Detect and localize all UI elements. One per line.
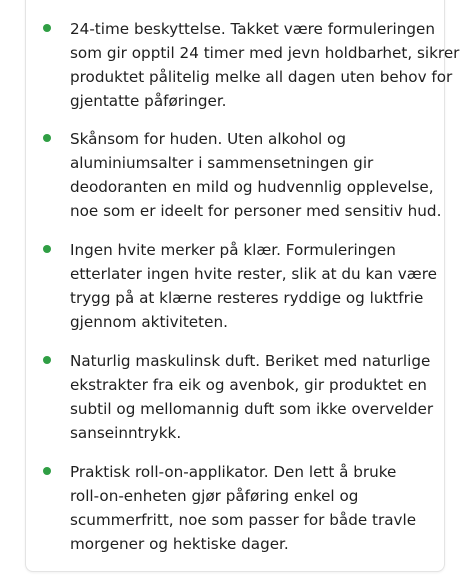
feature-line: deodoranten en mild og hudvennlig opplevelse, bbox=[70, 178, 434, 196]
feature-line: trygg på at klærne resteres ryddige og luktfrie bbox=[70, 289, 424, 307]
feature-line: morgener og hektiske dager. bbox=[70, 535, 289, 553]
feature-line: roll-on-enheten gjør påføring enkel og bbox=[70, 487, 359, 505]
feature-text bbox=[70, 460, 440, 556]
bullet-dot-icon bbox=[43, 245, 51, 253]
feature-text bbox=[70, 238, 440, 334]
feature-line: Naturlig maskulinsk duft. Beriket med naturlige bbox=[70, 352, 431, 370]
feature-text bbox=[70, 127, 440, 223]
feature-line: etterlater ingen hvite rester, slik at du kan være bbox=[70, 265, 437, 283]
feature-line: 24-time beskyttelse. Takket være formuleringen bbox=[70, 20, 435, 38]
bullet-dot-icon bbox=[43, 467, 51, 475]
feature-text bbox=[70, 17, 460, 113]
feature-line: som gir opptil 24 timer med jevn holdbarhet, sikrer bbox=[70, 44, 460, 62]
feature-line: aluminiumsalter i sammensetningen gir bbox=[70, 154, 374, 172]
feature-line: produktet pålitelig melke all dagen uten behov for bbox=[70, 68, 453, 86]
feature-line: Ingen hvite merker på klær. Formuleringen bbox=[70, 241, 396, 259]
feature-line: Skånsom for huden. Uten alkohol og bbox=[70, 130, 346, 148]
feature-line: noe som er ideelt for personer med sensitiv hud. bbox=[70, 202, 442, 220]
feature-line: gjentatte påføringer. bbox=[70, 92, 227, 110]
feature-line: ekstrakter fra eik og avenbok, gir produktet en bbox=[70, 376, 427, 394]
feature-line: gjennom aktiviteten. bbox=[70, 313, 228, 331]
bullet-dot-icon bbox=[43, 356, 51, 364]
feature-text bbox=[70, 349, 440, 445]
feature-line: scummerfritt, noe som passer for både travle bbox=[70, 511, 417, 529]
bullet-dot-icon bbox=[43, 134, 51, 142]
bullet-dot-icon bbox=[43, 24, 51, 32]
feature-line: sanseinntrykk. bbox=[70, 424, 182, 442]
feature-line: subtil og mellomannig duft som ikke overvelder bbox=[70, 400, 434, 418]
feature-line: Praktisk roll-on-applikator. Den lett å bruke bbox=[70, 463, 397, 481]
